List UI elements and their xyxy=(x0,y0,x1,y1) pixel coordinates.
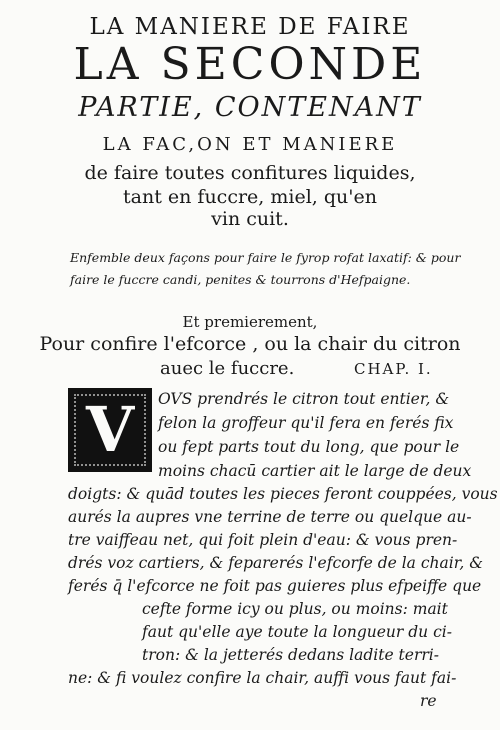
body-line: aurés la aupres vne terrine de terre ou quelque au- xyxy=(68,508,472,526)
heading-line-7: vin cuit. xyxy=(211,208,289,230)
body-line: moins chacū cartier ait le large de deux xyxy=(158,462,472,480)
body-line: doigts: & quād toutes les pieces feront couppées, vous xyxy=(68,485,498,503)
body-line: faut qu'elle aye toute la longueur du ci- xyxy=(142,623,452,641)
ensemble-line-1: Enfemble deux façons pour faire le fyrop rofat laxatif: & pour xyxy=(70,250,461,265)
body-line: felon la groffeur qu'il fera en ferés fix xyxy=(158,414,454,432)
chapter-title-line-1: Pour confire l'efcorce , ou la chair du citron xyxy=(39,333,461,355)
heading-line-1: LA MANIERE DE FAIRE xyxy=(89,14,411,40)
catchword: re xyxy=(420,692,437,710)
heading-line-6: tant en fuccre, miel, qu'en xyxy=(123,186,377,208)
chapter-title-line-2: auec le fuccre. xyxy=(160,358,295,379)
heading-line-2: LA SECONDE xyxy=(73,39,427,90)
body-line: ne: & fi voulez confire la chair, auffi vous faut fai- xyxy=(68,669,457,687)
premierement-heading: Et premierement, xyxy=(182,313,318,331)
body-line: tron: & la jetterés dedans ladite terri- xyxy=(142,646,439,664)
body-line: ou fept parts tout du long, que pour le xyxy=(158,438,460,456)
body-line: drés voz cartiers, & feparerés l'efcorfe de la chair, & xyxy=(68,554,484,572)
ornamental-initial xyxy=(68,388,152,472)
body-line: ferés q̄ l'efcorce ne foit pas guieres plus efpeiffe que xyxy=(68,577,482,595)
chapter-label: CHAP. I. xyxy=(354,360,433,378)
body-line: tre vaiffeau net, qui foit plein d'eau: & vous pren- xyxy=(68,531,458,549)
body-line: OVS prendrés le citron tout entier, & xyxy=(158,390,450,408)
ensemble-line-2: faire le fuccre candi, penites & tourrons d'Hefpaigne. xyxy=(70,272,411,287)
heading-line-5: de faire toutes confitures liquides, xyxy=(84,162,416,184)
body-line: cefte forme icy ou plus, ou moins: mait xyxy=(142,600,448,618)
initial-letter: V xyxy=(85,393,135,466)
heading-line-4: LA FAC,ON ET MANIERE xyxy=(102,134,398,155)
heading-line-3: PARTIE, CONTENANT xyxy=(78,92,422,123)
